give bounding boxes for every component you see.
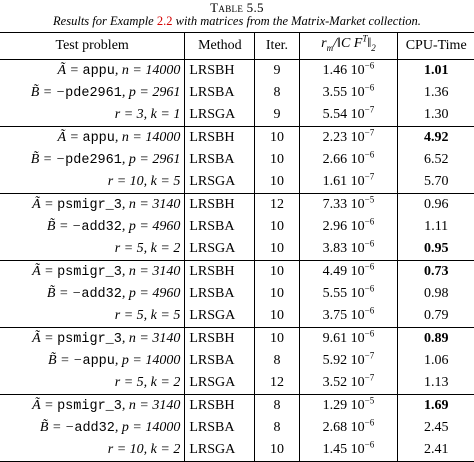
residual-exponent: −6 bbox=[364, 328, 375, 339]
residual-exponent: −5 bbox=[364, 395, 375, 406]
table-row bbox=[0, 439, 474, 462]
residual-cell bbox=[299, 104, 398, 127]
test-params: , n = 3140 bbox=[121, 397, 181, 413]
table-row bbox=[0, 238, 474, 261]
residual-exponent: −6 bbox=[364, 305, 375, 316]
matrix-name: pde2961 bbox=[65, 152, 122, 168]
matrix-name: add32 bbox=[81, 286, 122, 302]
matrix-name: pde2961 bbox=[65, 85, 122, 101]
residual-cell bbox=[299, 126, 398, 149]
test-params: r = 5, k = 2 bbox=[114, 374, 181, 390]
test-problem-cell bbox=[0, 394, 185, 417]
iter-cell: 8 bbox=[255, 82, 299, 104]
table-row bbox=[0, 260, 474, 283]
table-row bbox=[0, 82, 474, 104]
matrix-name: psmigr_3 bbox=[57, 264, 122, 280]
cpu-time-cell: 0.95 bbox=[398, 238, 474, 261]
test-problem-cell bbox=[0, 283, 185, 305]
method-cell: LRSBA bbox=[185, 82, 255, 104]
residual-exponent: −6 bbox=[364, 439, 375, 450]
method-cell: LRSBH bbox=[185, 126, 255, 149]
table-caption bbox=[0, 14, 474, 29]
test-params: , n = 3140 bbox=[121, 196, 181, 212]
matrix-name: psmigr_3 bbox=[57, 398, 122, 414]
table-row bbox=[0, 394, 474, 417]
test-params: r = 5, k = 5 bbox=[114, 307, 181, 323]
test-prefix: B̃ = − bbox=[46, 218, 82, 234]
residual-mantissa: 5.92 10 bbox=[322, 353, 365, 369]
residual-mantissa: 3.55 10 bbox=[322, 85, 365, 101]
test-prefix: Ã = bbox=[57, 129, 83, 145]
table-row bbox=[0, 171, 474, 194]
method-cell: LRSBH bbox=[185, 394, 255, 417]
residual-exponent: −7 bbox=[364, 372, 375, 383]
test-prefix: Ã = bbox=[32, 196, 58, 212]
test-params: , p = 14000 bbox=[114, 419, 181, 435]
test-problem-cell bbox=[0, 193, 185, 216]
residual-cell bbox=[299, 327, 398, 350]
iter-cell: 10 bbox=[255, 171, 299, 194]
residual-mantissa: 2.68 10 bbox=[322, 420, 365, 436]
test-params: , n = 14000 bbox=[114, 62, 181, 78]
residual-mantissa: 9.61 10 bbox=[322, 331, 365, 347]
cpu-time-cell: 4.92 bbox=[398, 126, 474, 149]
cpu-time-cell: 1.13 bbox=[398, 372, 474, 395]
table-row bbox=[0, 283, 474, 305]
test-params: , p = 2961 bbox=[121, 151, 181, 167]
cpu-time-cell: 1.11 bbox=[398, 216, 474, 238]
residual-exponent: −6 bbox=[364, 417, 375, 428]
test-problem-cell bbox=[0, 327, 185, 350]
caption-text: Results for Example bbox=[53, 14, 157, 28]
test-prefix: Ã = bbox=[57, 62, 83, 78]
iter-cell: 10 bbox=[255, 126, 299, 149]
caption-text-tail: with matrices from the Matrix-Market collection. bbox=[172, 14, 421, 28]
method-cell: LRSGA bbox=[185, 305, 255, 328]
residual-cell bbox=[299, 216, 398, 238]
method-cell: LRSBH bbox=[185, 193, 255, 216]
header-cpu-time: CPU-Time bbox=[398, 33, 474, 60]
header-iter: Iter. bbox=[255, 33, 299, 60]
test-prefix: B̃ = − bbox=[30, 151, 66, 167]
test-problem-cell bbox=[0, 260, 185, 283]
residual-cell bbox=[299, 350, 398, 372]
iter-cell: 10 bbox=[255, 283, 299, 305]
table-group bbox=[0, 59, 474, 126]
test-prefix: B̃ = − bbox=[46, 285, 82, 301]
test-problem-cell bbox=[0, 82, 185, 104]
table-row bbox=[0, 104, 474, 127]
iter-cell: 8 bbox=[255, 394, 299, 417]
test-params: , n = 3140 bbox=[121, 263, 181, 279]
residual-exponent: −6 bbox=[364, 283, 375, 294]
results-table bbox=[0, 32, 474, 462]
residual-cell bbox=[299, 193, 398, 216]
residual-mantissa: 4.49 10 bbox=[322, 264, 365, 280]
iter-cell: 10 bbox=[255, 327, 299, 350]
residual-exponent: −7 bbox=[364, 171, 375, 182]
residual-mantissa: 1.45 10 bbox=[322, 442, 365, 458]
method-cell: LRSBH bbox=[185, 59, 255, 82]
residual-mantissa: 2.96 10 bbox=[322, 219, 365, 235]
residual-cell bbox=[299, 417, 398, 439]
residual-exponent: −6 bbox=[364, 82, 375, 93]
residual-exponent: −6 bbox=[364, 261, 375, 272]
test-prefix: B̃ = − bbox=[30, 84, 66, 100]
matrix-name: psmigr_3 bbox=[57, 331, 122, 347]
iter-cell: 10 bbox=[255, 238, 299, 261]
cpu-time-cell: 5.70 bbox=[398, 171, 474, 194]
header-method: Method bbox=[185, 33, 255, 60]
table-group bbox=[0, 327, 474, 394]
test-params: , p = 4960 bbox=[121, 285, 181, 301]
residual-cell bbox=[299, 149, 398, 171]
cpu-time-cell: 0.89 bbox=[398, 327, 474, 350]
residual-mantissa: 3.75 10 bbox=[322, 308, 365, 324]
test-problem-cell bbox=[0, 372, 185, 395]
cpu-time-cell: 1.36 bbox=[398, 82, 474, 104]
test-problem-cell bbox=[0, 216, 185, 238]
residual-mantissa: 2.23 10 bbox=[322, 130, 365, 146]
iter-cell: 10 bbox=[255, 260, 299, 283]
cpu-time-cell: 6.52 bbox=[398, 149, 474, 171]
table-group bbox=[0, 126, 474, 193]
test-params: , n = 14000 bbox=[114, 129, 181, 145]
test-problem-cell bbox=[0, 238, 185, 261]
table-row bbox=[0, 350, 474, 372]
test-problem-cell bbox=[0, 305, 185, 328]
cpu-time-cell: 1.01 bbox=[398, 59, 474, 82]
table-row bbox=[0, 59, 474, 82]
residual-cell bbox=[299, 171, 398, 194]
test-problem-cell bbox=[0, 417, 185, 439]
cpu-time-cell: 0.73 bbox=[398, 260, 474, 283]
residual-cell bbox=[299, 59, 398, 82]
method-cell: LRSBA bbox=[185, 216, 255, 238]
residual-mantissa: 1.46 10 bbox=[322, 63, 365, 79]
header-row bbox=[0, 33, 474, 60]
test-params: r = 10, k = 5 bbox=[107, 173, 181, 189]
table-row bbox=[0, 305, 474, 328]
cpu-time-cell: 1.06 bbox=[398, 350, 474, 372]
residual-mantissa: 5.54 10 bbox=[322, 107, 365, 123]
residual-cell bbox=[299, 305, 398, 328]
header-residual: $r_m/‖C$ $F^T‖_2$ bbox=[299, 33, 398, 60]
cpu-time-cell: 2.45 bbox=[398, 417, 474, 439]
test-prefix: B̃ = − bbox=[48, 352, 83, 368]
test-problem-cell bbox=[0, 126, 185, 149]
table-group bbox=[0, 260, 474, 327]
test-problem-cell bbox=[0, 171, 185, 194]
residual-cell bbox=[299, 439, 398, 462]
method-cell: LRSGA bbox=[185, 439, 255, 462]
table-group bbox=[0, 394, 474, 461]
residual-cell bbox=[299, 238, 398, 261]
cpu-time-cell: 2.41 bbox=[398, 439, 474, 462]
iter-cell: 10 bbox=[255, 149, 299, 171]
iter-cell: 12 bbox=[255, 193, 299, 216]
test-prefix: B̃ = − bbox=[39, 419, 75, 435]
test-params: , p = 4960 bbox=[121, 218, 181, 234]
residual-mantissa: 3.52 10 bbox=[322, 375, 365, 391]
residual-exponent: −7 bbox=[364, 127, 375, 138]
matrix-name: add32 bbox=[81, 219, 122, 235]
residual-exponent: −7 bbox=[364, 104, 375, 115]
cpu-time-cell: 0.98 bbox=[398, 283, 474, 305]
table-row bbox=[0, 126, 474, 149]
iter-cell: 10 bbox=[255, 305, 299, 328]
method-cell: LRSGA bbox=[185, 372, 255, 395]
iter-cell: 9 bbox=[255, 104, 299, 127]
test-problem-cell bbox=[0, 104, 185, 127]
method-cell: LRSBA bbox=[185, 350, 255, 372]
test-prefix: Ã = bbox=[32, 330, 58, 346]
residual-cell bbox=[299, 372, 398, 395]
residual-cell bbox=[299, 283, 398, 305]
residual-mantissa: 3.83 10 bbox=[322, 241, 365, 257]
test-problem-cell bbox=[0, 350, 185, 372]
table-row bbox=[0, 327, 474, 350]
cpu-time-cell: 0.96 bbox=[398, 193, 474, 216]
matrix-name: appu bbox=[82, 353, 115, 369]
table-row bbox=[0, 216, 474, 238]
residual-mantissa: 5.55 10 bbox=[322, 286, 365, 302]
test-problem-cell bbox=[0, 149, 185, 171]
iter-cell: 12 bbox=[255, 372, 299, 395]
method-cell: LRSGA bbox=[185, 171, 255, 194]
example-link[interactable]: 2.2 bbox=[156, 14, 173, 28]
test-params: r = 5, k = 2 bbox=[114, 240, 181, 256]
residual-cell bbox=[299, 260, 398, 283]
residual-exponent: −6 bbox=[364, 216, 375, 227]
cpu-time-cell: 0.79 bbox=[398, 305, 474, 328]
residual-cell bbox=[299, 394, 398, 417]
iter-cell: 10 bbox=[255, 216, 299, 238]
iter-cell: 9 bbox=[255, 59, 299, 82]
residual-exponent: −6 bbox=[364, 238, 375, 249]
residual-exponent: −5 bbox=[364, 194, 375, 205]
iter-cell: 8 bbox=[255, 350, 299, 372]
method-cell: LRSBA bbox=[185, 417, 255, 439]
test-problem-cell bbox=[0, 439, 185, 462]
method-cell: LRSGA bbox=[185, 104, 255, 127]
residual-mantissa: 2.66 10 bbox=[322, 152, 365, 168]
test-params: r = 3, k = 1 bbox=[114, 106, 181, 122]
residual-cell bbox=[299, 82, 398, 104]
cpu-time-cell: 1.69 bbox=[398, 394, 474, 417]
residual-mantissa: 1.61 10 bbox=[322, 174, 365, 190]
residual-mantissa: 7.33 10 bbox=[322, 197, 365, 213]
residual-exponent: −6 bbox=[364, 149, 375, 160]
residual-exponent: −7 bbox=[364, 350, 375, 361]
test-prefix: Ã = bbox=[32, 263, 58, 279]
method-cell: LRSBH bbox=[185, 260, 255, 283]
test-prefix: Ã = bbox=[32, 397, 58, 413]
cpu-time-cell: 1.30 bbox=[398, 104, 474, 127]
test-params: , p = 2961 bbox=[121, 84, 181, 100]
method-cell: LRSGA bbox=[185, 238, 255, 261]
method-cell: LRSBA bbox=[185, 149, 255, 171]
table-title: Table 5.5 bbox=[210, 0, 264, 15]
iter-cell: 8 bbox=[255, 417, 299, 439]
table-row bbox=[0, 417, 474, 439]
residual-mantissa: 1.29 10 bbox=[322, 398, 365, 414]
test-problem-cell bbox=[0, 59, 185, 82]
method-cell: LRSBH bbox=[185, 327, 255, 350]
header-test-problem: Test problem bbox=[55, 38, 129, 54]
table-row bbox=[0, 193, 474, 216]
matrix-name: appu bbox=[82, 63, 115, 79]
test-params: , n = 3140 bbox=[121, 330, 181, 346]
table-row bbox=[0, 372, 474, 395]
matrix-name: add32 bbox=[74, 420, 115, 436]
table-row bbox=[0, 149, 474, 171]
method-cell: LRSBA bbox=[185, 283, 255, 305]
iter-cell: 10 bbox=[255, 439, 299, 462]
matrix-name: appu bbox=[82, 130, 115, 146]
table-group bbox=[0, 193, 474, 260]
test-params: , p = 14000 bbox=[114, 352, 181, 368]
test-params: r = 10, k = 2 bbox=[107, 441, 181, 457]
residual-exponent: −6 bbox=[364, 60, 375, 71]
matrix-name: psmigr_3 bbox=[57, 197, 122, 213]
